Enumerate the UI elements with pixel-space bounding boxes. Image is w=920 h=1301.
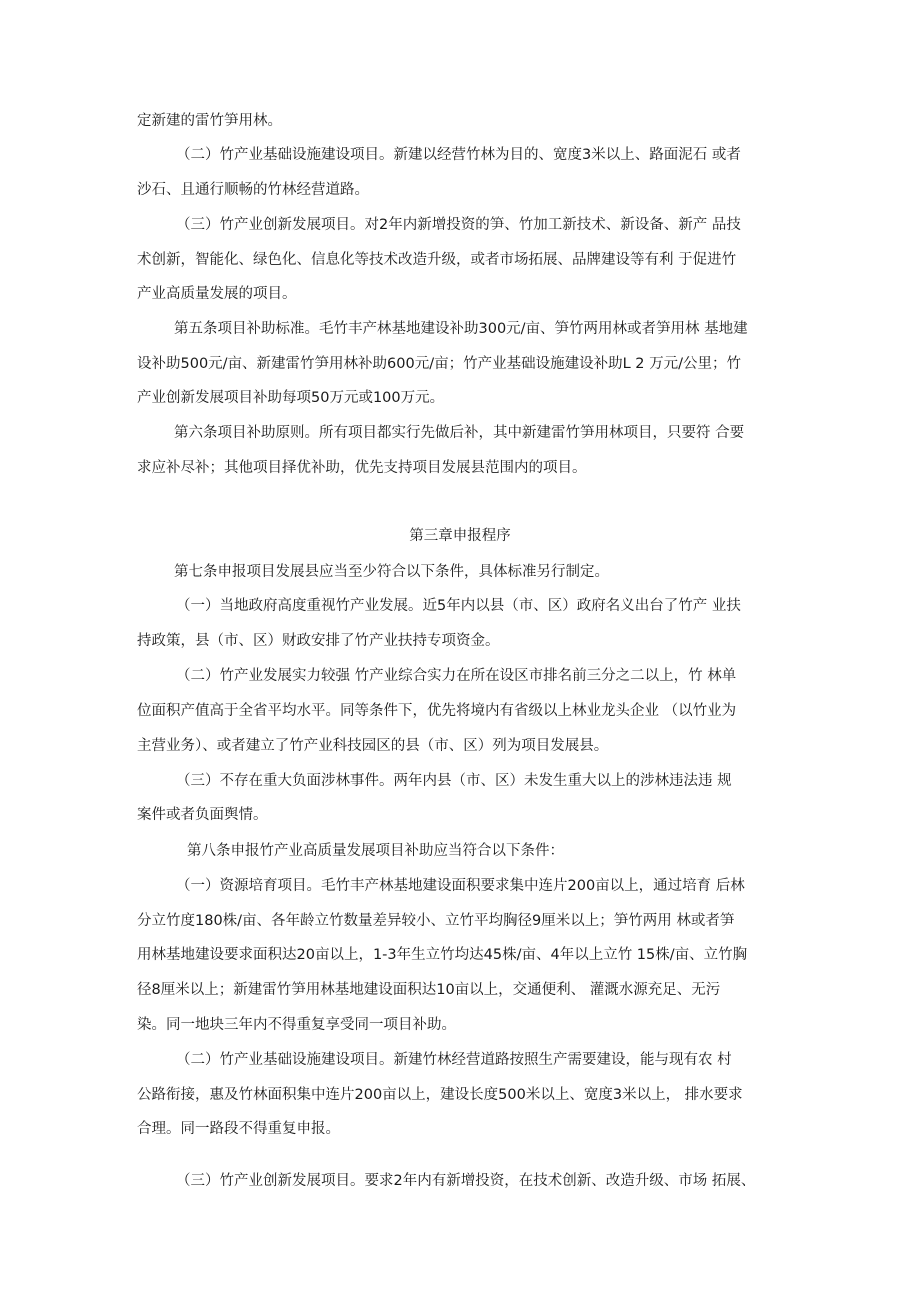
text-line: （一）当地政府高度重视竹产业发展。近5年内以县（市、区）政府名义出台了竹产 业扶 bbox=[176, 598, 741, 614]
text-line: （二）竹产业基础设施建设项目。新建竹林经营道路按照生产需要建设，能与现有农 村 bbox=[176, 1052, 732, 1068]
text-line: 用林基地建设要求面积达20亩以上，1-3年生立竹均达45株/亩、4年以上立竹 15株/亩、立竹胸 bbox=[137, 947, 748, 963]
text-line: 第五条项目补助标准。毛竹丰产林基地建设补助300元/亩、笋竹两用林或者笋用林 基地建 bbox=[174, 321, 748, 337]
text-line: 设补助500元/亩、新建雷竹笋用林补助600元/亩；竹产业基础设施建设补助L 2 万元/公里；竹 bbox=[137, 356, 742, 372]
text-line: 第七条申报项目发展县应当至少符合以下条件，具体标准另行制定。 bbox=[174, 564, 609, 580]
text-line: 合理。同一路段不得重复申报。 bbox=[137, 1121, 340, 1137]
text-line: 沙石、且通行顺畅的竹林经营道路。 bbox=[137, 182, 369, 198]
text-line: （二）竹产业发展实力较强 竹产业综合实力在所在设区市排名前三分之二以上，竹 林单 bbox=[176, 668, 737, 684]
text-line: 案件或者负面舆情。 bbox=[137, 807, 268, 823]
text-line: （三）竹产业创新发展项目。要求2年内有新增投资，在技术创新、改造升级、市场 拓展、 bbox=[176, 1173, 756, 1189]
text-line: （一）资源培育项目。毛竹丰产林基地建设面积要求集中连片200亩以上，通过培育 后林 bbox=[176, 878, 745, 894]
text-line: 定新建的雷竹笋用林。 bbox=[137, 113, 282, 129]
text-line: 径8厘米以上；新建雷竹笋用林基地建设面积达10亩以上，交通便利、 灌溉水源充足、无污 bbox=[137, 982, 721, 998]
text-line: 术创新，智能化、绿色化、信息化等技术改造升级，或者市场拓展、品牌建设等有利 于促进竹 bbox=[137, 252, 737, 268]
text-line: 求应补尽补；其他项目择优补助，优先支持项目发展县范围内的项目。 bbox=[137, 460, 587, 476]
text-line: 第六条项目补助原则。所有项目都实行先做后补，其中新建雷竹笋用林项目，只要符 合要 bbox=[174, 425, 745, 441]
text-line: 主营业务）、或者建立了竹产业科技园区的县（市、区）列为项目发展县。 bbox=[137, 738, 609, 754]
text-line: 第八条申报竹产业高质量发展项目补助应当符合以下条件： bbox=[187, 843, 564, 859]
text-line: （三）不存在重大负面涉林事件。两年内县（市、区）未发生重大以上的涉林违法违 规 bbox=[176, 773, 732, 789]
text-line: 位面积产值高于全省平均水平。同等条件下，优先将境内有省级以上林业龙头企业 （以竹业为 bbox=[137, 703, 737, 719]
text-line: 产业高质量发展的项目。 bbox=[137, 286, 297, 302]
text-line: （二）竹产业基础设施建设项目。新建以经营竹林为目的、宽度3米以上、路面泥石 或者 bbox=[176, 147, 741, 163]
text-line: 分立竹度180株/亩、各年龄立竹数量差异较小、立竹平均胸径9厘米以上；笋竹两用 林或者笋 bbox=[137, 913, 735, 929]
text-line: 公路衔接，惠及竹林面积集中连片200亩以上，建设长度500米以上、宽度3米以上， 排水要求 bbox=[137, 1087, 743, 1103]
text-line: 持政策，县（市、区）财政安排了竹产业扶持专项资金。 bbox=[137, 633, 500, 649]
text-line: 染。同一地块三年内不得重复享受同一项目补助。 bbox=[137, 1017, 456, 1033]
chapter-heading: 第三章申报程序 bbox=[409, 528, 511, 544]
text-line: （三）竹产业创新发展项目。对2年内新增投资的笋、竹加工新技术、新设备、新产 品技 bbox=[176, 217, 741, 233]
text-line: 产业创新发展项目补助每项50万元或100万元。 bbox=[137, 390, 445, 406]
